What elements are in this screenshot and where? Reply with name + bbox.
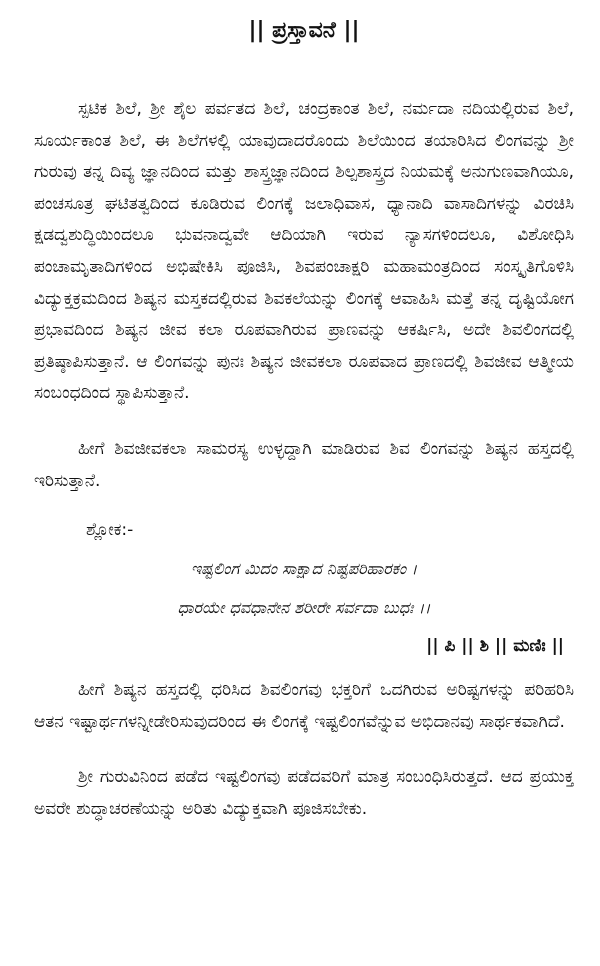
sloka-label: ಶ್ಲೋಕ:- <box>86 520 134 541</box>
paragraph-1: ಸ್ಪಟಿಕ ಶಿಲೆ, ಶ್ರೀ ಶೈಲ ಪರ್ವತದ ಶಿಲೆ, ಚಂದ್ರಕಾಂತ ಶಿಲೆ, ನರ್ಮದಾ ನದಿಯಲ್ಲಿರುವ ಶಿಲೆ, ಸೂರ್ಯಕಾಂತ ಶಿಲೆ, ಈ ಶಿಲೆಗಳಲ್ಲಿ ಯಾವುದಾದರೊಂದು ಶಿಲೆಯಿಂದ ತಯಾರಿಸಿದ ಲಿಂಗವನ್ನು ಶ್ರೀ ಗುರುವು ತನ್ನ ದಿವ್ಯ ಜ್ಞಾನದಿಂದ ಮತ್ತು ಶಾಸ್ತ್ರಜ್ಞಾನದಿಂದ ಶಿಲ್ಪಶಾಸ್ತ್ರದ ನಿಯಮಕ್ಕೆ ಅನುಗುಣವಾಗಿಯೂ, ಪಂಚಸೂತ್ರ ಘಟಿತತ್ವದಿಂದ ಕೂಡಿರುವ ಲಿಂಗಕ್ಕೆ ಜಲಾಧಿವಾಸ, ಧ್ಯಾನಾದಿ ವಾಸಾದಿಗಳನ್ನು ವಿರಚಿಸಿ ಕ್ಷಡದ್ವಶುದ್ಧಿಯಿಂದಲೂ ಭುವನಾದ್ವವೇ ಆದಿಯಾಗಿ ಇರುವ ನ್ಯಾಸಗಳಿಂದಲೂ, ವಿಶೋಧಿಸಿ ಪಂಚಾಮೃತಾದಿಗಳಿಂದ ಅಭಿಷೇಕಿಸಿ ಪೂಜಿಸಿ, ಶಿವಪಂಚಾಕ್ಷರಿ ಮಹಾಮಂತ್ರದಿಂದ ಸಂಸ್ಕೃತಿಗೊಳಿಸಿ ವಿದ್ಯುಕ್ತಕ್ರಮದಿಂದ ಶಿಷ್ಯನ ಮಸ್ತಕದಲ್ಲಿರುವ ಶಿವಕಲೆಯನ್ನು ಲಿಂಗಕ್ಕೆ ಆವಾಹಿಸಿ ಮತ್ತೆ ತನ್ನ ದೃಷ್ಟಿಯೋಗ ಪ್ರಭಾವದಿಂದ ಶಿಷ್ಯನ ಜೀವ ಕಲಾ ರೂಪವಾಗಿರುವ ಪ್ರಾಣವನ್ನು ಆಕರ್ಷಿಸಿ, ಅದೇ ಶಿವಲಿಂಗದಲ್ಲಿ ಪ್ರತಿಷ್ಠಾಪಿಸುತ್ತಾನೆ. ಆ ಲಿಂಗವನ್ನು ಪುನಃ ಶಿಷ್ಯನ ಜೀವಕಲಾ ರೂಪವಾದ ಪ್ರಾಣದಲ್ಲಿ ಶಿವಜೀವ ಆತ್ಮೀಯ ಸಂಬಂಧದಿಂದ ಸ್ಥಾಪಿಸುತ್ತಾನೆ. <box>34 99 574 404</box>
paragraph-2: ಹೀಗೆ ಶಿವಜೀವಕಲಾ ಸಾಮರಸ್ಯ ಉಳ್ಳದ್ದಾಗಿ ಮಾಡಿರುವ ಶಿವ ಲಿಂಗವನ್ನು ಶಿಷ್ಯನ ಹಸ್ತದಲ್ಲಿ ಇರಿಸುತ್ತಾನೆ. <box>34 438 574 491</box>
paragraph-3: ಹೀಗೆ ಶಿಷ್ಯನ ಹಸ್ತದಲ್ಲಿ ಧರಿಸಿದ ಶಿವಲಿಂಗವು ಭಕ್ತರಿಗೆ ಒದಗಿರುವ ಅರಿಷ್ಟಗಳನ್ನು ಪರಿಹರಿಸಿ ಆತನ ಇಷ್ಟಾರ್ಥಗಳನ್ನೀಡೇರಿಸುವುದರಿಂದ ಈ ಲಿಂಗಕ್ಕೆ ಇಷ್ಟಲಿಂಗವೆನ್ನುವ ಅಭಿದಾನವು ಸಾರ್ಥಕವಾಗಿದೆ. <box>34 680 574 732</box>
document-page <box>0 14 600 966</box>
paragraph-4: ಶ್ರೀ ಗುರುವಿನಿಂದ ಪಡೆದ ಇಷ್ಟಲಿಂಗವು ಪಡೆದವರಿಗೆ ಮಾತ್ರ ಸಂಬಂಧಿಸಿರುತ್ತದೆ. ಆದ ಪ್ರಯುಕ್ತ ಅವರೇ ಶುದ್ಧಾಚರಣೆಯನ್ನು ಅರಿತು ವಿದ್ಯುಕ್ತವಾಗಿ ಪೂಜಿಸಬೇಕು. <box>34 767 574 819</box>
sloka-line-1: ಇಷ್ಟಲಿಂಗ ಮಿದಂ ಸಾಕ್ಷಾದ ನಿಷ್ಟಪರಿಹಾರಕಂ । <box>190 559 418 579</box>
sloka-source: || ಪಿ || ಶಿ || ಮಣಿಃ || <box>426 636 564 657</box>
sloka-line-2: ಧಾರಯೇ ಧವಧಾನೇನ ಶರೀರೇ ಸರ್ವದಾ ಬುಧಃ ।। <box>177 598 431 618</box>
page-title: || ಪ್ರಸ್ತಾವನೆ || <box>248 18 360 43</box>
